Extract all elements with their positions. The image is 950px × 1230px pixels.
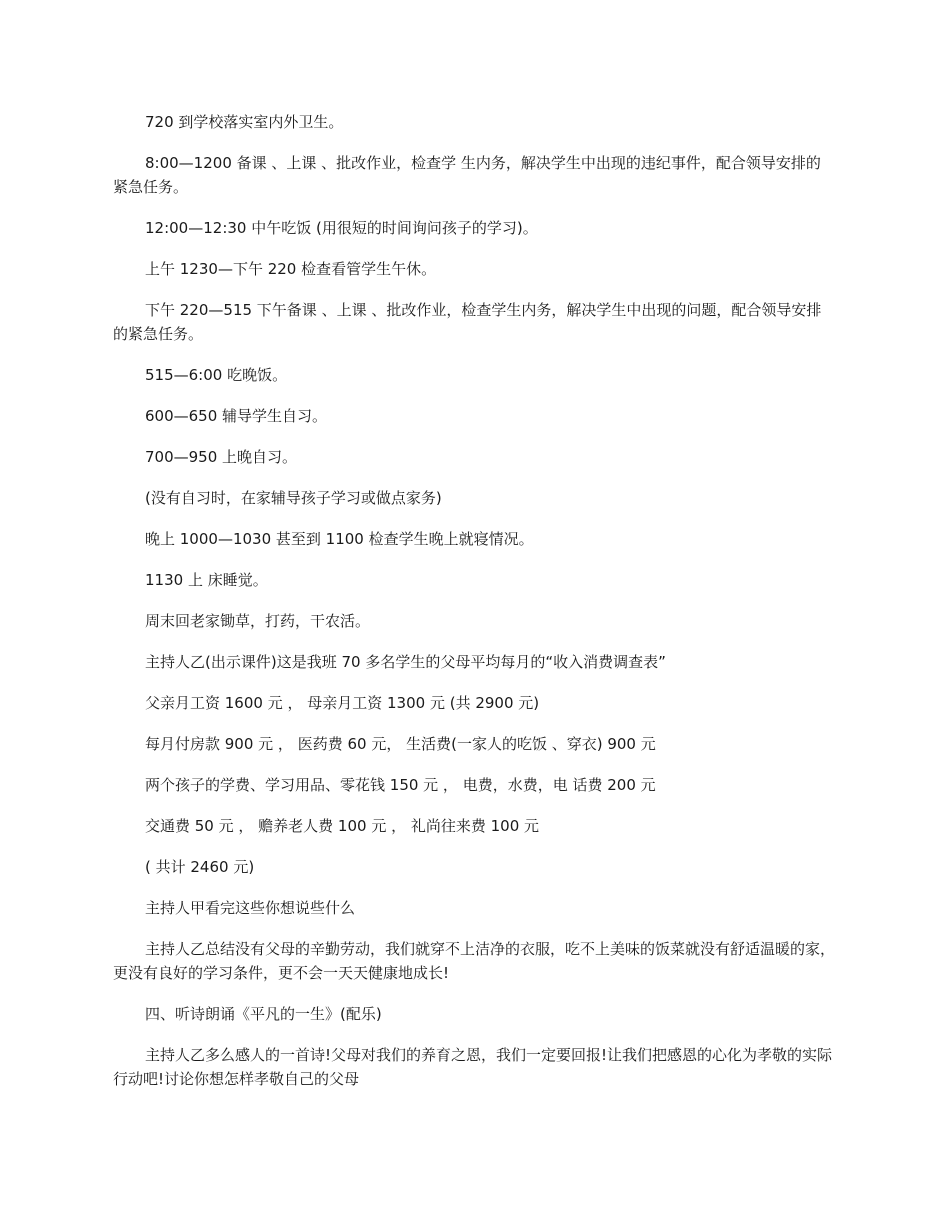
paragraph-dinner: 515—6:00 吃晚饭。 — [145, 366, 288, 384]
paragraph-expenses-1: 每月付房款 900 元 ， 医药费 60 元， 生活费(一家人的吃饭 、穿衣) 900 元 — [145, 735, 656, 753]
paragraph-morning-classes: 8:00—1200 备课 、上课 、批改作业，检查学 生内务，解决学生中出现的违纪事件，配合领导安排的紧急任务。 — [113, 154, 821, 196]
document-page — [113, 110, 835, 1108]
paragraph-afternoon-classes: 下午 220—515 下午备课 、上课 、批改作业，检查学生内务，解决学生中出现的问题，配合领导安排的紧急任务。 — [113, 301, 822, 343]
paragraph-dorm-check: 晚上 1000—1030 甚至到 1100 检查学生晚上就寝情况。 — [145, 530, 534, 548]
paragraph-expenses-2: 两个孩子的学费、学习用品、零花钱 150 元 ， 电费，水费，电 话费 200 元 — [145, 776, 656, 794]
paragraph-weekend-farm: 周末回老家锄草，打药，干农活。 — [145, 612, 371, 630]
paragraph-expenses-3: 交通费 50 元 ， 赡养老人费 100 元 ， 礼尚往来费 100 元 — [145, 817, 540, 835]
paragraph-noon-rest-check: 上午 1230—下午 220 检查看管学生午休。 — [145, 260, 437, 278]
paragraph-tutoring: 600—650 辅导学生自习。 — [145, 407, 328, 425]
paragraph-survey-intro: 主持人乙(出示课件)这是我班 70 多名学生的父母平均每月的“收入消费调查表” — [145, 653, 666, 671]
paragraph-arrive-school: 720 到学校落实室内外卫生。 — [145, 113, 344, 131]
paragraph-section-four: 四、听诗朗诵《平凡的一生》(配乐) — [145, 1005, 382, 1023]
paragraph-bedtime: 1130 上 床睡觉。 — [145, 571, 268, 589]
paragraph-host-b-summary: 主持人乙总结没有父母的辛勤劳动，我们就穿不上洁净的衣服，吃不上美味的饭菜就没有舒适温暖的家，更没有良好的学习条件，更不会一天天健康地成长! — [113, 940, 836, 982]
paragraph-host-a-question: 主持人甲看完这些你想说些什么 — [145, 899, 356, 917]
paragraph-total: ( 共计 2460 元) — [145, 858, 255, 876]
paragraph-evening-study: 700—950 上晚自习。 — [145, 448, 298, 466]
paragraph-income: 父亲月工资 1600 元 ， 母亲月工资 1300 元 (共 2900 元) — [145, 694, 540, 712]
paragraph-no-study-note: (没有自习时，在家辅导孩子学习或做点家务) — [145, 489, 442, 507]
paragraph-lunch: 12:00—12:30 中午吃饭 (用很短的时间询问孩子的学习)。 — [145, 219, 538, 237]
paragraph-closing: 主持人乙多么感人的一首诗!父母对我们的养育之恩，我们一定要回报!让我们把感恩的心化为孝敬的实际行动吧!讨论你想怎样孝敬自己的父母 — [113, 1046, 833, 1088]
